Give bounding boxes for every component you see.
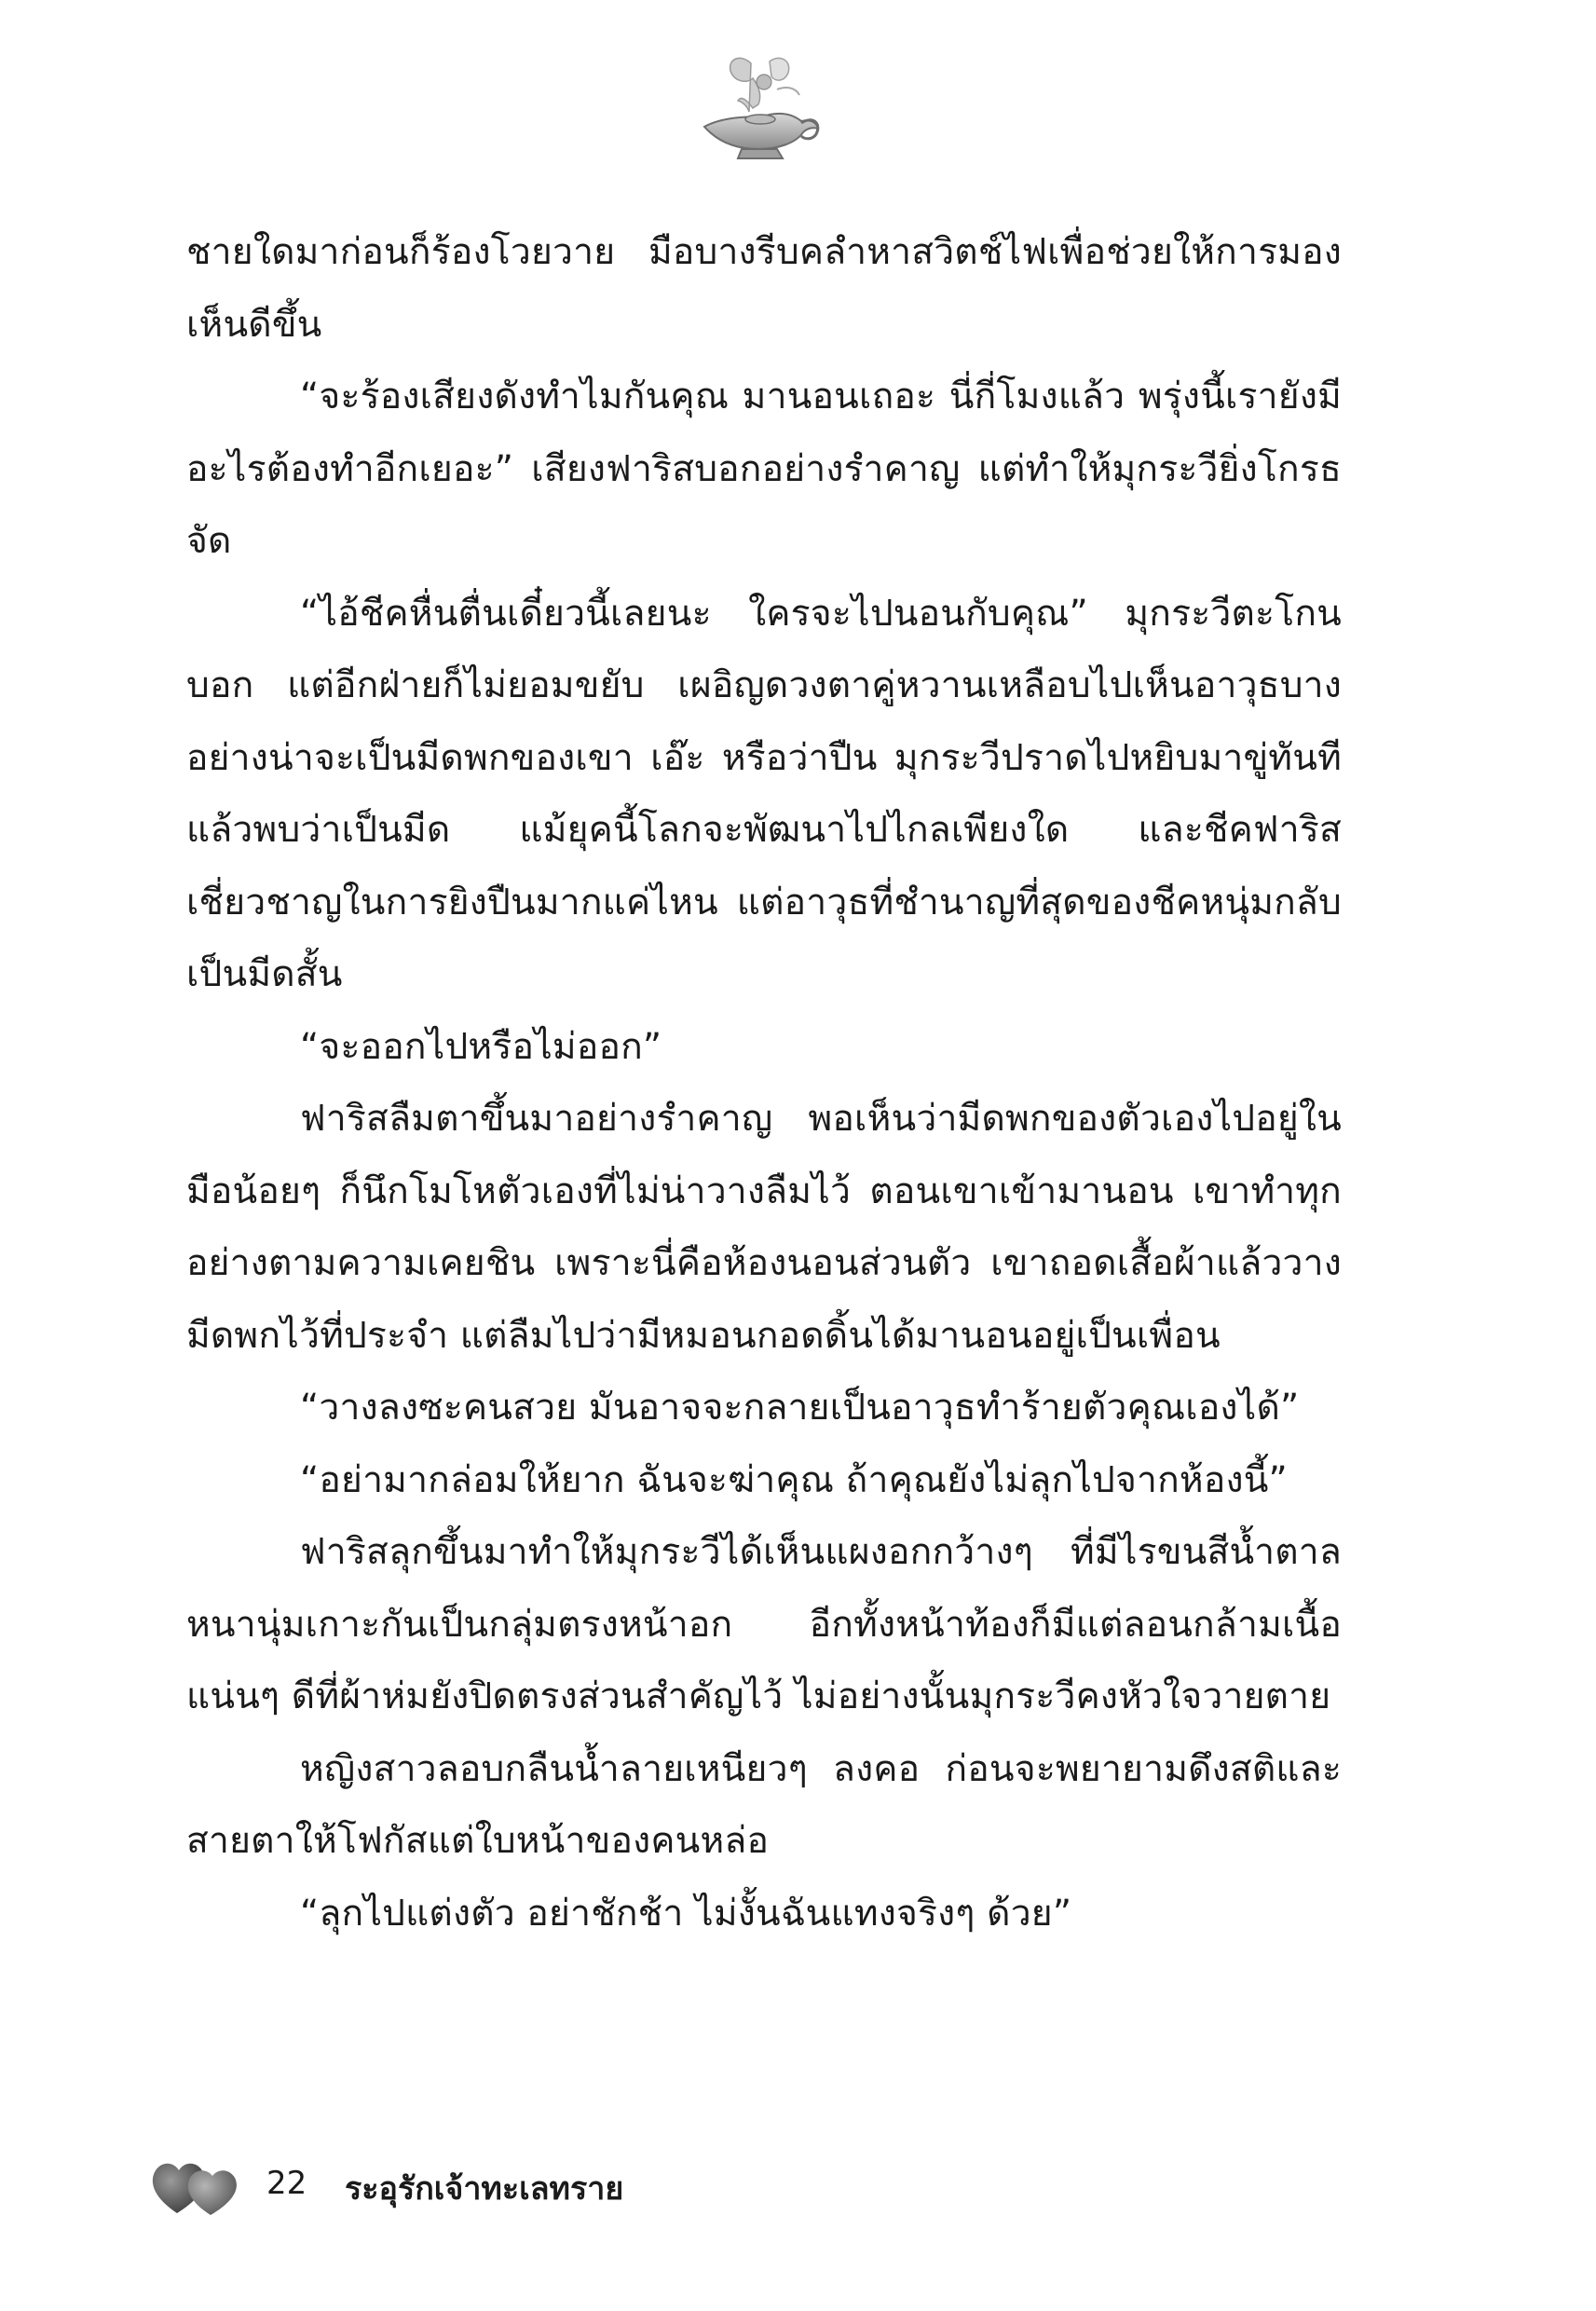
paragraph: “จะออกไปหรือไม่ออก”: [300, 1025, 662, 1068]
paragraph: หญิงสาวลอบกลืนน้ำลายเหนียวๆ ลงคอ ก่อนจะพยายามดึงสติและสายตาให้โฟกัสแต่ใบหน้าของคนหล่อ: [186, 1747, 1342, 1862]
page-footer: [149, 2148, 801, 2222]
paragraph: ชายใดมาก่อนก็ร้องโวยวาย มือบางรีบคลำหาสวิตช์ไฟเพื่อช่วยให้การมองเห็นดีขึ้น: [186, 231, 1342, 346]
body-text: [186, 216, 1342, 1949]
paragraph: ฟาริสลุกขึ้นมาทำให้มุกระวีได้เห็นแผงอกกว้างๆ ที่มีไรขนสีน้ำตาลหนานุ่มเกาะกันเป็นกลุ่มตรงหน้าอก อีกทั้งหน้าท้องก็มีแต่ลอนกล้ามเนื้อแน่นๆ ดีที่ผ้าห่มยังปิดตรงส่วนสำคัญไว้ ไม่อย่างนั้นมุกระวีคงหัวใจวายตาย: [186, 1531, 1342, 1717]
paragraph: ฟาริสลืมตาขึ้นมาอย่างรำคาญ พอเห็นว่ามีดพกของตัวเองไปอยู่ในมือน้อยๆ ก็นึกโมโหตัวเองที่ไม่น่าวางลืมไว้ ตอนเขาเข้ามานอน เขาทำทุกอย่างตามความเคยชิน เพราะนี่คือห้องนอนส่วนตัว เขาถอดเสื้อผ้าแล้ววางมีดพกไว้ที่ประจำ แต่ลืมไปว่ามีหมอนกอดดิ้นได้มานอนอยู่เป็นเพื่อน: [186, 1098, 1342, 1357]
paragraph: “วางลงซะคนสวย มันอาจจะกลายเป็นอาวุธทำร้ายตัวคุณเองได้”: [300, 1387, 1300, 1429]
page-number: 22: [266, 2165, 307, 2202]
paragraph: “ไอ้ชีคหื่นตื่นเดี๋ยวนี้เลยนะ ใครจะไปนอนกับคุณ” มุกระวีตะโกนบอก แต่อีกฝ่ายก็ไม่ยอมขยับ เผอิญดวงตาคู่หวานเหลือบไปเห็นอาวุธบางอย่างน่าจะเป็นมีดพกของเขา เอ๊ะ หรือว่าปืน มุกระวีปราดไปหยิบมาขู่ทันที แล้วพบว่าเป็นมีด แม้ยุคนี้โลกจะพัฒนาไปไกลเพียงใด และชีคฟาริสเชี่ยวชาญในการยิงปืนมากแค่ไหน แต่อาวุธที่ชำนาญที่สุดของชีคหนุ่มกลับเป็นมีดสั้น: [186, 592, 1342, 995]
paragraph: “จะร้องเสียงดังทำไมกันคุณ มานอนเถอะ นี่กี่โมงแล้ว พรุ่งนี้เรายังมีอะไรต้องทำอีกเยอะ” เสียงฟาริสบอกอย่างรำคาญ แต่ทำให้มุกระวียิ่งโกรธจัด: [186, 376, 1342, 562]
paragraph: “ลุกไปแต่งตัว อย่าชักช้า ไม่งั้นฉันแทงจริงๆ ด้วย”: [300, 1892, 1072, 1935]
cupid-on-genie-lamp-icon: [686, 54, 825, 164]
book-title: ระอุรักเจ้าทะเลทราย: [345, 2170, 624, 2208]
two-hearts-icon: [149, 2148, 242, 2222]
paragraph: “อย่ามากล่อมให้ยาก ฉันจะฆ่าคุณ ถ้าคุณยังไม่ลุกไปจากห้องนี้”: [300, 1458, 1288, 1501]
